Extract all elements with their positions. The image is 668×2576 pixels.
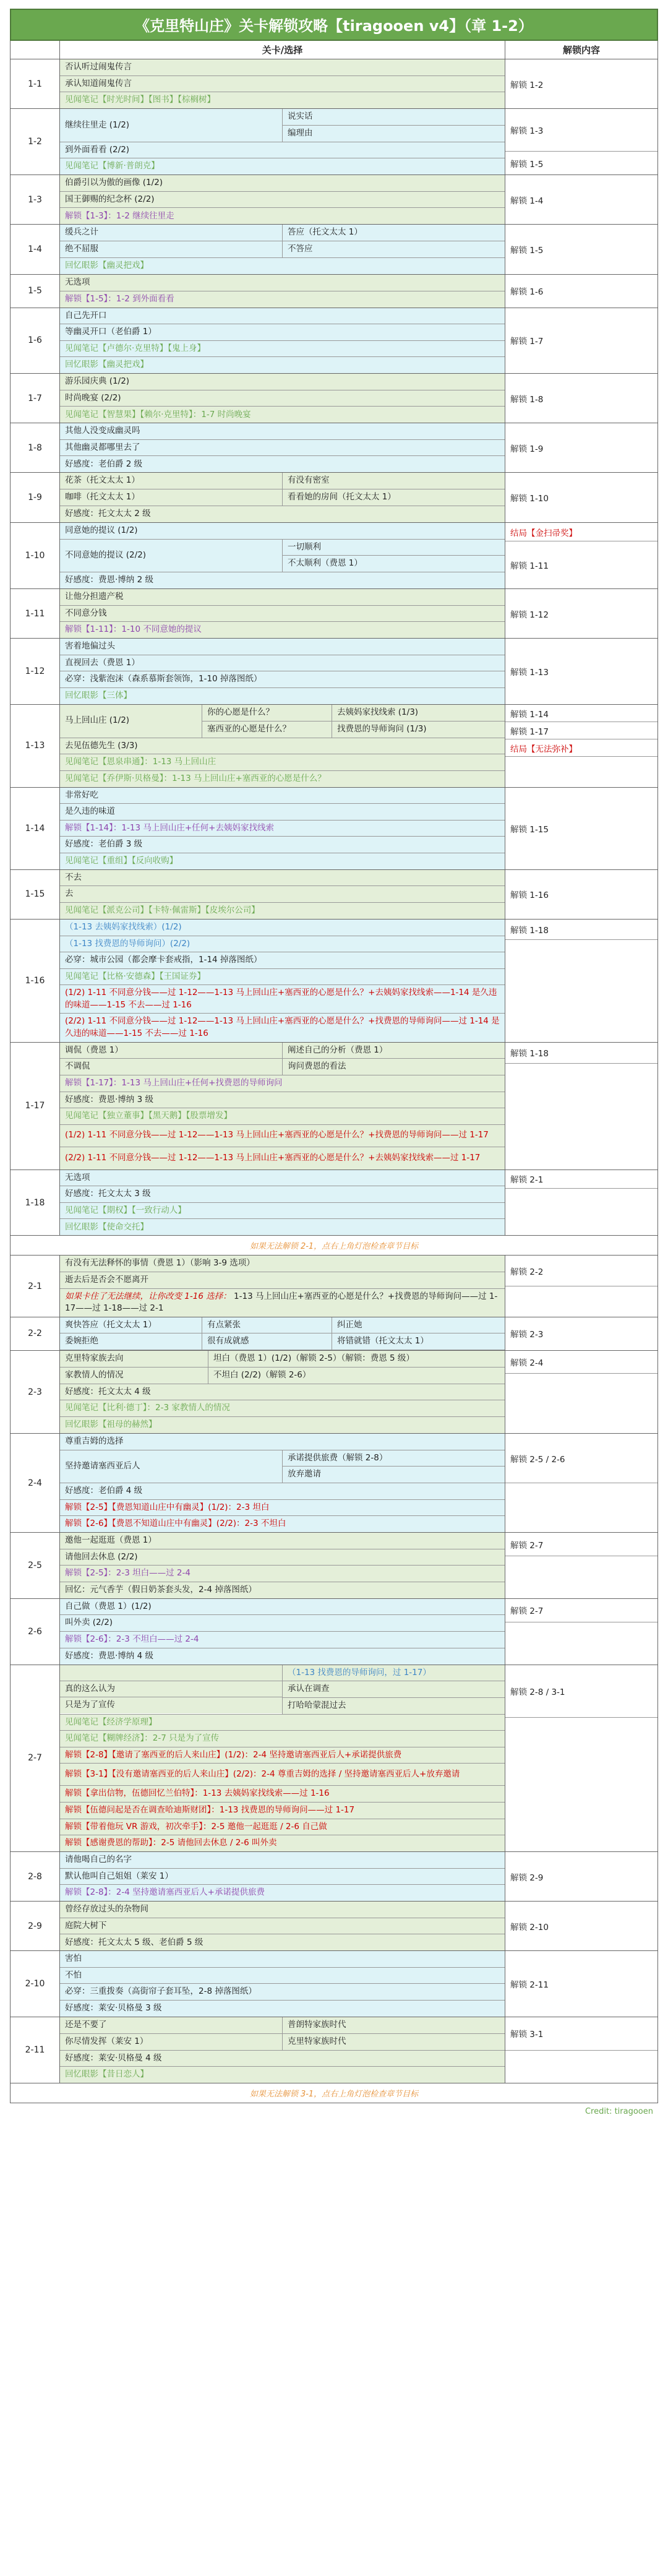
unlock: 解锁 1-10 <box>510 494 549 504</box>
route-note: 解锁【感谢费恩的帮助】：2-5 请他回去休息 / 2-6 叫外卖 <box>60 1835 505 1851</box>
favor: 好感度：托文太太 3 级 <box>60 1186 505 1203</box>
choice: 找费恩的导师询问 (1/3) <box>332 722 505 738</box>
note: 见闻笔记【派克公司】【卡特·佩雷斯】【皮埃尔公司】 <box>60 903 505 919</box>
level-row <box>10 920 658 1043</box>
unlock-empty <box>505 1374 657 1433</box>
level-row <box>10 705 658 788</box>
notice: 如果无法解锁 3-1，点右上角灯泡检查章节目标 <box>10 2083 658 2103</box>
unlock: 解锁 2-8 / 3-1 <box>505 1665 657 1718</box>
level-id: 1-3 <box>11 175 60 224</box>
memo: 回忆眼影【使命交托】 <box>60 1219 505 1235</box>
choice: 无选项 <box>60 275 505 291</box>
level-id: 2-10 <box>11 1951 60 2017</box>
choice: 不答应 <box>283 241 505 257</box>
note: 见闻笔记【智慧果】【赖尔·克里特】：1-7 时尚晚宴 <box>60 407 505 423</box>
choice: 自己先开口 <box>60 308 505 325</box>
unlock-note: 解锁【2-5】：2-3 坦白——过 2-4 <box>60 1566 505 1582</box>
level-row <box>10 523 658 589</box>
choice: 同意她的提议 (1/2) <box>60 523 505 540</box>
choice: 承诺提供旅费（解锁 2-8） <box>283 1450 505 1467</box>
unlock: 解锁 1-16 <box>510 890 549 901</box>
choice: 默认他叫自己姐姐（莱安 1） <box>60 1869 505 1885</box>
page-title: 《克里特山庄》关卡解锁攻略【tiragooen v4】（章 1-2） <box>10 9 658 41</box>
favor: 好感度：托文太太 5 级、老伯爵 5 级 <box>60 1934 505 1950</box>
choice: 委婉拒绝 <box>60 1333 202 1350</box>
level-row <box>10 589 658 639</box>
unlock: 解锁 1-6 <box>510 287 544 298</box>
choice: 曾经存放过头的杂物间 <box>60 1902 505 1918</box>
note: 见闻笔记【恩泉串通】：1-13 马上回山庄 <box>60 754 505 771</box>
unlock-empty <box>505 1064 657 1170</box>
unlock: 解锁 1-12 <box>510 610 549 620</box>
level-id: 1-1 <box>11 59 60 108</box>
must-wear: 必穿：三重拨奏（高街帘子套耳坠，2-8 掉落图纸） <box>60 1984 505 2001</box>
choice: 有没有无法释怀的事情（费恩 1）（影响 3-9 选项） <box>60 1256 505 1272</box>
level-id: 1-9 <box>11 473 60 522</box>
choice: 让他分担遗产税 <box>60 589 505 606</box>
level-id: 1-6 <box>11 308 60 374</box>
favor: 好感度：莱安·贝格曼 3 级 <box>60 2001 505 2017</box>
choice: 家教情人的情况 <box>60 1368 208 1384</box>
choice: 邀他一起逛逛（费恩 1） <box>60 1533 505 1549</box>
favor: 好感度：费恩·博纳 3 级 <box>60 1092 505 1109</box>
route-note: 解锁【带着他玩 VR 游戏，初次牵手】：2-5 邀他一起逛逛 / 2-6 自己做 <box>60 1819 505 1836</box>
table-header <box>10 41 658 59</box>
level-id: 2-9 <box>11 1902 60 1950</box>
level-row <box>10 175 658 225</box>
unlock-empty <box>505 1483 657 1532</box>
unlock: 解锁 1-9 <box>510 444 544 454</box>
level-id: 1-8 <box>11 423 60 472</box>
unlock: 解锁 1-2 <box>510 80 544 90</box>
level-id: 1-15 <box>11 870 60 919</box>
favor: 好感度：托文太太 2 级 <box>60 506 505 522</box>
note: 见闻笔记【期权】【一致行动人】 <box>60 1203 505 1220</box>
unlock-empty <box>505 1718 657 1851</box>
level-row <box>10 59 658 109</box>
unlock-note: 解锁【2-8】：2-4 坚持邀请塞西亚后人+承诺提供旅费 <box>60 1885 505 1901</box>
choice: 你的心愿是什么？ <box>202 705 332 722</box>
route-note: 解锁【3-1】【没有邀请塞西亚的后人来山庄】(2/2)：2-4 尊重吉姆的选择 / 坚持邀请塞西亚后人+放弃邀请 <box>60 1764 505 1786</box>
favor: 好感度：费恩·博纳 2 级 <box>60 572 505 588</box>
choice: 害着地偏过头 <box>60 639 505 655</box>
note: 见闻笔记【博新·普朗克】 <box>60 158 505 174</box>
level-row <box>10 639 658 705</box>
path: (2/2) 1-11 不同意分钱——过 1-12——1-13 马上回山庄+塞西亚的心愿是什么？+去姨妈家找线索——过 1-17 <box>60 1147 505 1170</box>
level-id: 1-4 <box>11 225 60 274</box>
memo: 回忆眼影【三体】 <box>60 688 505 704</box>
unlock-empty <box>505 1556 657 1598</box>
choice: 有没有密室 <box>283 473 505 489</box>
unlock: 解锁 1-18 <box>505 920 657 940</box>
choice: 非常好吃 <box>60 788 505 804</box>
choice: 不太顺利（费恩 1） <box>283 556 505 572</box>
level-row <box>10 1951 658 2017</box>
level-id: 1-17 <box>11 1043 60 1170</box>
level-id: 2-8 <box>11 1852 60 1901</box>
level-id: 1-10 <box>11 523 60 588</box>
unlock-empty <box>505 940 657 1041</box>
route-note: 解锁【2-5】【费恩知道山庄中有幽灵】(1/2)：2-3 坦白 <box>60 1500 505 1517</box>
level-id: 2-1 <box>11 1256 60 1316</box>
choice: 承认知道闹鬼传言 <box>60 76 505 93</box>
note: 见闻笔记【比利·德丁】：2-3 家教情人的情况 <box>60 1400 505 1417</box>
choice: 请他回去休息 (2/2) <box>60 1549 505 1566</box>
choice: 绝不屈服 <box>60 241 282 257</box>
choice: （1-13 去姨妈家找线索）(1/2) <box>60 920 505 936</box>
unlock-empty <box>505 757 657 786</box>
level-row <box>10 1434 658 1533</box>
level-row <box>10 423 658 473</box>
unlock: 解锁 2-7 <box>505 1533 657 1556</box>
choice: 逝去后是否会不愿离开 <box>60 1272 505 1289</box>
level-row <box>10 1351 658 1434</box>
level-id: 1-11 <box>11 589 60 638</box>
choice: 克里特家族去向 <box>60 1351 208 1368</box>
level-row <box>10 374 658 423</box>
warning <box>60 1289 505 1317</box>
favor: 好感度：莱安·贝格曼 4 级 <box>60 2051 505 2067</box>
choice: 真的这么认为 <box>60 1681 282 1698</box>
level-row <box>10 1043 658 1170</box>
path: (2/2) 1-11 不同意分钱——过 1-12——1-13 马上回山庄+塞西亚的心愿是什么？+找费恩的导师询问——过 1-14 是久违的味道——1-15 不去——过 1-16 <box>60 1014 505 1041</box>
choice: 调侃（费恩 1） <box>60 1043 282 1059</box>
choice: 一切顺利 <box>283 540 505 556</box>
choice: 很有成就感 <box>202 1333 332 1350</box>
favor: 好感度：老伯爵 2 级 <box>60 456 505 472</box>
level-id: 1-14 <box>11 788 60 869</box>
unlock: 解锁 2-2 <box>505 1256 657 1286</box>
choice: 还是不要了 <box>60 2017 282 2034</box>
favor: 好感度：老伯爵 3 级 <box>60 837 505 853</box>
favor: 好感度：费恩·博纳 4 级 <box>60 1648 505 1665</box>
unlock-note: 解锁【1-17】：1-13 马上回山庄+任何+找费恩的导师询问 <box>60 1075 505 1092</box>
choice: 不去 <box>60 870 505 887</box>
header-unlock: 解锁内容 <box>562 45 600 56</box>
unlock: 解锁 1-15 <box>510 824 549 835</box>
choice: 不调侃 <box>60 1059 282 1075</box>
level-row <box>10 109 658 175</box>
unlock: 解锁 2-4 <box>505 1351 657 1374</box>
choice: 花茶（托文太太 1） <box>60 473 282 489</box>
choice: 其他人没变成幽灵吗 <box>60 423 505 440</box>
route-note: 解锁【伍德问起是否在调查哈迪斯财团】：1-13 找费恩的导师询问——过 1-17 <box>60 1803 505 1819</box>
level-row <box>10 1317 658 1351</box>
level-row <box>10 1902 658 1951</box>
choice: 克里特家族时代 <box>283 2034 505 2050</box>
choice: 咖啡（托文太太 1） <box>60 489 282 506</box>
choice: 说实话 <box>283 109 505 126</box>
level-row <box>10 275 658 308</box>
note: 见闻笔记【独立董事】【黑天鹅】【股票增发】 <box>60 1108 505 1125</box>
must-wear: 必穿：城市公园（都会摩卡套戒指，1-14 掉落图纸） <box>60 952 505 969</box>
unlock: 解锁 1-5 <box>510 246 544 256</box>
route-note: 解锁【拿出信物，伍德回忆兰伯特】：1-13 去姨妈家找线索——过 1-16 <box>60 1786 505 1803</box>
level-row <box>10 1599 658 1665</box>
level-id: 2-4 <box>11 1434 60 1532</box>
route-note: 解锁【2-8】【邀请了塞西亚的后人来山庄】(1/2)：2-4 坚持邀请塞西亚后人+承诺提供旅费 <box>60 1747 505 1764</box>
unlock-empty <box>505 2051 657 2083</box>
level-id: 2-11 <box>11 2017 60 2083</box>
choice: 不同意分钱 <box>60 606 505 622</box>
choice: 坚持邀请塞西亚后人 <box>60 1450 282 1483</box>
choice: 等幽灵开口（老伯爵 1） <box>60 324 505 341</box>
unlock-note: 解锁【1-3】：1-2 继续往里走 <box>60 208 505 224</box>
level-row <box>10 1665 658 1853</box>
unlock: 解锁 2-10 <box>510 1922 549 1932</box>
unlock: 解锁 1-3 <box>505 109 657 152</box>
unlock: 解锁 1-17 <box>505 722 657 739</box>
unlock-note: 解锁【1-5】：1-2 到外面看看 <box>60 291 505 308</box>
choice: 缓兵之计 <box>60 225 282 241</box>
unlock: 解锁 1-14 <box>505 705 657 722</box>
unlock: 解锁 1-4 <box>510 196 544 206</box>
choice: 只是为了宣传 <box>60 1697 282 1713</box>
unlock: 解锁 2-11 <box>510 1980 549 1991</box>
choice: 阐述自己的分析（费恩 1） <box>283 1043 505 1059</box>
unlock: 解锁 2-3 <box>510 1330 544 1340</box>
choice: 直视回去（费恩 1） <box>60 655 505 672</box>
choice: 将错就错（托文太太 1） <box>332 1333 505 1350</box>
choice: 不坦白 (2/2)（解锁 2-6） <box>208 1368 505 1384</box>
level-id: 1-13 <box>11 705 60 787</box>
choice: 叫外卖 (2/2) <box>60 1615 505 1632</box>
note: 见闻笔记【卢德尔·克里特】【鬼上身】 <box>60 341 505 358</box>
choice: 继续往里走 (1/2) <box>60 109 282 142</box>
unlock: 解锁 1-13 <box>510 668 549 678</box>
choice: 塞西亚的心愿是什么？ <box>202 722 332 738</box>
warning-path: 1-13 马上回山庄+塞西亚的心愿是什么？+找费恩的导师询问——过 1-17——过 1-18——过 2-1 <box>65 1291 498 1314</box>
memo: 回忆眼影【昔日恋人】 <box>60 2067 505 2083</box>
note: 见闻笔记【重组】【反向收购】 <box>60 853 505 869</box>
level-id: 1-5 <box>11 275 60 308</box>
level-id: 2-3 <box>11 1351 60 1433</box>
note: 见闻笔记【比格·安德森】【王国证券】 <box>60 969 505 986</box>
header-level <box>11 41 60 59</box>
level-id: 2-7 <box>11 1665 60 1852</box>
choice-condition: （1-13 找费恩的导师询问，过 1-17） <box>283 1665 505 1682</box>
choice: （1-13 找费恩的导师询问）(2/2) <box>60 936 505 953</box>
notice: 如果无法解锁 2-1，点右上角灯泡检查章节目标 <box>10 1236 658 1256</box>
choice: 请他喝自己的名字 <box>60 1852 505 1869</box>
favor: 好感度：老伯爵 4 级 <box>60 1483 505 1500</box>
choice: 有点紧张 <box>202 1317 332 1334</box>
ending: 结局【金扫帚奖】 <box>505 523 657 541</box>
level-row <box>10 473 658 523</box>
unlock-empty <box>505 1622 657 1665</box>
level-row <box>10 1533 658 1599</box>
choice: 普朗特家族时代 <box>283 2017 505 2034</box>
memo: 回忆眼影【幽灵把戏】 <box>60 357 505 373</box>
choice: 打哈哈蒙混过去 <box>283 1698 505 1714</box>
choice: 庭院大树下 <box>60 1918 505 1935</box>
header-choice: 关卡/选择 <box>60 41 505 59</box>
path: (1/2) 1-11 不同意分钱——过 1-12——1-13 马上回山庄+塞西亚的心愿是什么？+去姨妈家找线索——1-14 是久违的味道——1-15 不去——过 1-16 <box>60 985 505 1014</box>
level-id: 1-18 <box>11 1170 60 1236</box>
level-row <box>10 1256 658 1317</box>
unlock: 解锁 2-7 <box>505 1599 657 1622</box>
level-id: 1-12 <box>11 639 60 704</box>
choice: 去姨妈家找线索 (1/3) <box>332 705 505 722</box>
level-id: 2-5 <box>11 1533 60 1598</box>
choice: 国王御赐的纪念杯 (2/2) <box>60 192 505 209</box>
note: 见闻笔记【糊牌经济】：2-7 只是为了宣传 <box>60 1731 505 1747</box>
choice: 编理由 <box>283 126 505 142</box>
memo: 回忆眼影【祖母的赫然】 <box>60 1417 505 1433</box>
level-row <box>10 308 658 374</box>
ending: 结局【无法弥补】 <box>505 739 657 757</box>
choice: 到外面看看 (2/2) <box>60 142 505 159</box>
choice: 去 <box>60 886 505 903</box>
warning-label: 如果卡住了无法继续，让你改变 1-16 选择： <box>65 1291 231 1301</box>
unlock: 解锁 1-5 <box>510 159 544 170</box>
note: 见闻笔记【经济学原理】 <box>60 1715 505 1731</box>
unlock: 解锁 1-11 <box>510 561 549 572</box>
path: (1/2) 1-11 不同意分钱——过 1-12——1-13 马上回山庄+塞西亚的心愿是什么？+找费恩的导师询问——过 1-17 <box>60 1125 505 1147</box>
choice-empty <box>60 1665 282 1681</box>
choice: 不怕 <box>60 1968 505 1984</box>
unlock: 解锁 2-9 <box>510 1872 544 1883</box>
choice: 否认听过闹鬼传言 <box>60 59 505 76</box>
route-note: 解锁【2-6】【费恩不知道山庄中有幽灵】(2/2)：2-3 不坦白 <box>60 1516 505 1532</box>
credit: Credit: tiragooen <box>584 2107 653 2117</box>
unlock: 解锁 3-1 <box>505 2017 657 2051</box>
level-row <box>10 1170 658 1236</box>
choice: 看看她的房间（托文太太 1） <box>283 489 505 506</box>
must-wear: 必穿：浅紫泡沫（森系慕斯套领饰，1-10 掉落图纸） <box>60 671 505 688</box>
choice: 坦白（费恩 1）(1/2)（解锁 2-5）（解锁：费恩 5 级） <box>208 1351 505 1368</box>
unlock: 解锁 1-7 <box>510 337 544 347</box>
unlock: 解锁 2-1 <box>505 1170 657 1189</box>
note: 见闻笔记【时光时间】【图书】【棕榈树】 <box>60 92 505 108</box>
level-id: 2-2 <box>11 1317 60 1351</box>
choice: 游乐园庆典 (1/2) <box>60 374 505 390</box>
level-row <box>10 2017 658 2083</box>
choice: 伯爵引以为傲的画像 (1/2) <box>60 175 505 192</box>
level-id: 2-6 <box>11 1599 60 1665</box>
memo: 回忆眼影【幽灵把戏】 <box>60 258 505 274</box>
choice: 尊重吉姆的选择 <box>60 1434 505 1450</box>
choice: 你尽情发挥（莱安 1） <box>60 2034 282 2050</box>
unlock-empty <box>505 1189 657 1236</box>
level-row <box>10 1852 658 1902</box>
note: 见闻笔记【乔伊斯·贝格曼】：1-13 马上回山庄+塞西亚的心愿是什么？ <box>60 771 505 787</box>
choice: 害怕 <box>60 1951 505 1968</box>
unlock-note: 解锁【2-6】：2-3 不坦白——过 2-4 <box>60 1632 505 1648</box>
unlock-empty <box>505 1286 657 1317</box>
choice: 不同意她的提议 (2/2) <box>60 540 282 572</box>
favor: 好感度：托文太太 4 级 <box>60 1384 505 1401</box>
choice: 去见伍德先生 (3/3) <box>60 738 505 755</box>
choice: 放弃邀请 <box>283 1467 505 1483</box>
choice: 其他幽灵都哪里去了 <box>60 440 505 457</box>
choice: 爽快答应（托文太太 1） <box>60 1317 202 1334</box>
choice: 自己做（费恩 1）(1/2) <box>60 1599 505 1616</box>
level-id: 1-16 <box>11 920 60 1042</box>
unlock-note: 解锁【1-11】：1-10 不同意她的提议 <box>60 622 505 638</box>
choice: 是久违的味道 <box>60 804 505 821</box>
unlock: 解锁 1-8 <box>510 394 544 405</box>
unlock-note: 解锁【1-14】：1-13 马上回山庄+任何+去姨妈家找线索 <box>60 821 505 837</box>
level-row <box>10 788 658 870</box>
choice: 答应（托文太太 1） <box>283 225 505 241</box>
choice: 纠正她 <box>332 1317 505 1334</box>
choice: 时尚晚宴 (2/2) <box>60 390 505 407</box>
level-row <box>10 225 658 275</box>
unlock: 解锁 1-18 <box>505 1043 657 1064</box>
unlock: 解锁 2-5 / 2-6 <box>505 1434 657 1483</box>
level-id: 1-2 <box>11 109 60 174</box>
choice: 询问费恩的看法 <box>283 1059 505 1075</box>
memo: 回忆：元气香芋（假日奶茶套头发，2-4 掉落图纸） <box>60 1582 505 1598</box>
choice: 马上回山庄 (1/2) <box>60 705 202 738</box>
choice: 承认在调查 <box>283 1681 505 1698</box>
level-id: 1-7 <box>11 374 60 423</box>
choice: 无选项 <box>60 1170 505 1187</box>
level-row <box>10 870 658 920</box>
